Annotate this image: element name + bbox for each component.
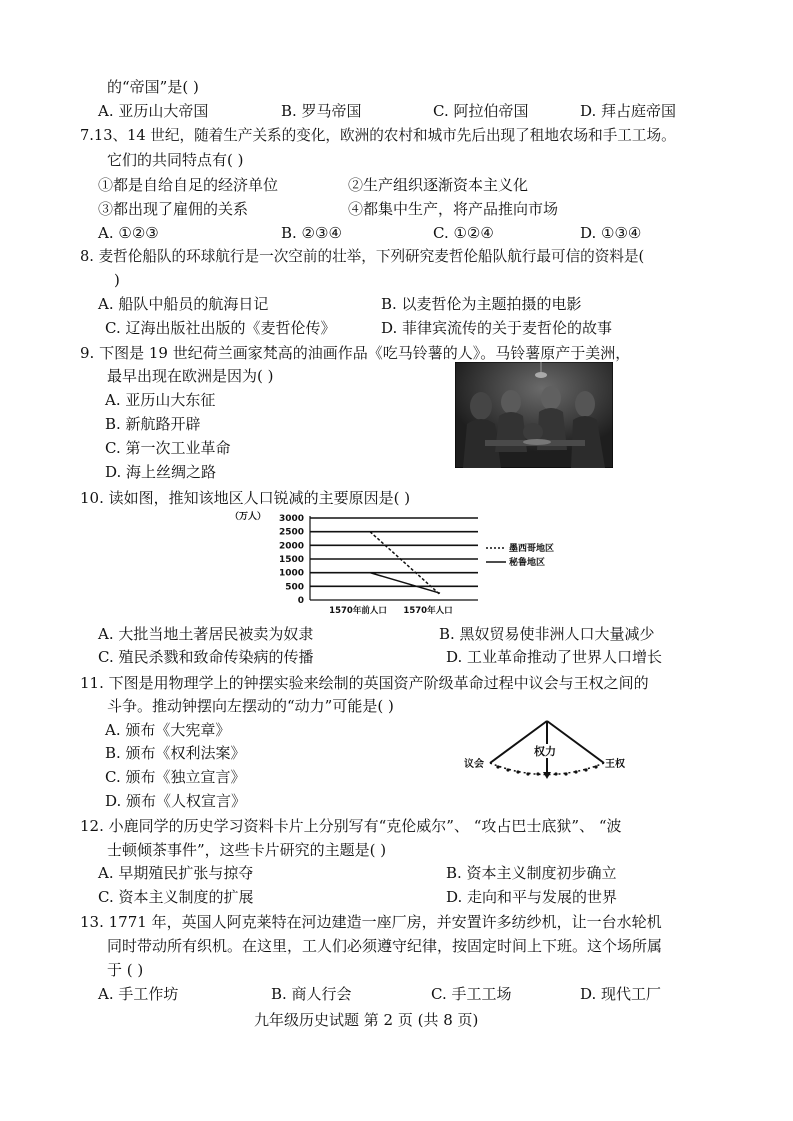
q12-stem: 12. 小鹿同学的历史学习资料卡片上分别写有“克伦威尔”、 “攻占巴士底狱”、 “波 xyxy=(80,817,622,835)
q7-statement-1: ①都是自给自足的经济单位 xyxy=(98,176,279,194)
q12-option-d: D. 走向和平与发展的世界 xyxy=(446,888,618,906)
pendulum-left-label: 议会 xyxy=(464,759,484,770)
q8-option-d: D. 菲律宾流传的关于麦哲伦的故事 xyxy=(381,319,613,337)
q6-option-a: A. 亚历山大帝国 xyxy=(98,102,209,120)
q12-option-c: C. 资本主义制度的扩展 xyxy=(98,888,254,906)
q10-option-a: A. 大批当地土著居民被卖为奴隶 xyxy=(98,625,314,643)
q11-option-d: D. 颁布《人权宣言》 xyxy=(105,792,247,810)
pendulum-center-label: 权力 xyxy=(534,745,556,758)
legend-label: 秘鲁地区 xyxy=(509,558,546,568)
q9-option-d: D. 海上丝绸之路 xyxy=(105,463,217,481)
potato-eaters-painting xyxy=(455,362,613,468)
q7-option-c: C. ①②④ xyxy=(433,224,494,242)
q8-stem-line2: ) xyxy=(114,271,120,289)
y-tick-label: 0 xyxy=(297,596,304,606)
pendulum-right-label: 王权 xyxy=(605,759,625,770)
q9-stem: 9. 下图是 19 世纪荷兰画家梵高的油画作品《吃马铃薯的人》。马铃薯原产于美洲， xyxy=(80,344,631,362)
q12-option-b: B. 资本主义制度初步确立 xyxy=(446,864,617,882)
q13-option-d: D. 现代工厂 xyxy=(580,985,662,1003)
q9-option-a: A. 亚历山大东征 xyxy=(105,391,216,409)
q13-option-b: B. 商人行会 xyxy=(271,985,352,1003)
q13-stem-line2: 同时带动所有织机。在这里，工人们必须遵守纪律，按固定时间上下班。这个场所属 xyxy=(107,937,663,955)
q12-option-a: A. 早期殖民扩张与掠夺 xyxy=(98,864,254,882)
q7-stem: 7.13、14 世纪，随着生产关系的变化，欧洲的农村和城市先后出现了租地农场和手工工场。 xyxy=(80,127,676,144)
q11-option-b: B. 颁布《权利法案》 xyxy=(105,744,246,762)
legend-label: 墨西哥地区 xyxy=(509,544,555,554)
q6-stem-continuation: 的“帝国”是( ) xyxy=(107,78,199,96)
q7-stem-line2: 它们的共同特点有( ) xyxy=(107,151,244,169)
q6-option-d: D. 拜占庭帝国 xyxy=(580,102,677,120)
q6-option-b: B. 罗马帝国 xyxy=(281,102,362,120)
q11-stem-line2: 斗争。推动钟摆向左摆动的“动力”可能是( ) xyxy=(107,697,394,715)
q8-option-a: A. 船队中船员的航海日记 xyxy=(98,295,269,313)
y-tick-label: 2500 xyxy=(278,527,304,538)
q9-option-b: B. 新航路开辟 xyxy=(105,415,201,433)
series-line-1 xyxy=(370,532,440,595)
q9-option-c: C. 第一次工业革命 xyxy=(105,439,231,457)
q11-option-c: C. 颁布《独立宣言》 xyxy=(105,768,246,786)
y-tick-label: 500 xyxy=(285,582,304,593)
q7-statement-3: ③都出现了雇佣的关系 xyxy=(98,200,249,218)
q10-option-d: D. 工业革命推动了世界人口增长 xyxy=(446,648,663,666)
series-line-2 xyxy=(370,573,440,594)
q10-option-c: C. 殖民杀戮和致命传染病的传播 xyxy=(98,648,314,666)
q7-statement-2: ②生产组织逐渐资本主义化 xyxy=(348,176,529,194)
chart-y-label: （万人） xyxy=(230,512,267,522)
q7-option-d: D. ①③④ xyxy=(580,224,642,242)
pendulum-diagram xyxy=(462,716,632,788)
q10-stem: 10. 读如图，推知该地区人口锐减的主要原因是( ) xyxy=(80,489,411,507)
q11-stem: 11. 下图是用物理学上的钟摆实验来绘制的英国资产阶级革命过程中议会与王权之间的 xyxy=(80,674,649,692)
q9-stem-line2: 最早出现在欧洲是因为( ) xyxy=(107,367,274,385)
y-tick-label: 3000 xyxy=(278,514,304,524)
q13-stem: 13. 1771 年，英国人阿克莱特在河边建造一座厂房，并安置许多纺纱机，让一台水轮机 xyxy=(80,913,662,931)
q11-option-a: A. 颁布《大宪章》 xyxy=(105,721,231,739)
q8-stem: 8. 麦哲伦船队的环球航行是一次空前的壮举，下列研究麦哲伦船队航行最可信的资料是( xyxy=(80,248,645,265)
q13-option-c: C. 手工工场 xyxy=(431,985,512,1003)
q6-option-c: C. 阿拉伯帝国 xyxy=(433,102,529,120)
q7-statement-4: ④都集中生产，将产品推向市场 xyxy=(348,200,559,218)
population-chart xyxy=(228,508,558,618)
y-tick-label: 1500 xyxy=(278,555,304,565)
y-tick-label: 1000 xyxy=(278,568,304,579)
q7-option-a: A. ①②③ xyxy=(98,224,159,242)
x-tick-label: 1570年人口 xyxy=(403,606,453,616)
page-footer: 九年级历史试题 第 2 页 (共 8 页) xyxy=(254,1011,479,1029)
q8-option-c: C. 辽海出版社出版的《麦哲伦传》 xyxy=(105,319,336,337)
q13-stem-line3: 于 ( ) xyxy=(107,961,144,979)
q10-option-b: B. 黑奴贸易使非洲人口大量减少 xyxy=(439,625,655,643)
q13-option-a: A. 手工作坊 xyxy=(98,985,179,1003)
q12-stem-line2: 士顿倾茶事件”，这些卡片研究的主题是( ) xyxy=(107,841,387,859)
q7-option-b: B. ②③④ xyxy=(281,224,342,242)
x-tick-label: 1570年前人口 xyxy=(329,606,387,616)
q8-option-b: B. 以麦哲伦为主题拍摄的电影 xyxy=(381,295,582,313)
y-tick-label: 2000 xyxy=(278,541,304,552)
